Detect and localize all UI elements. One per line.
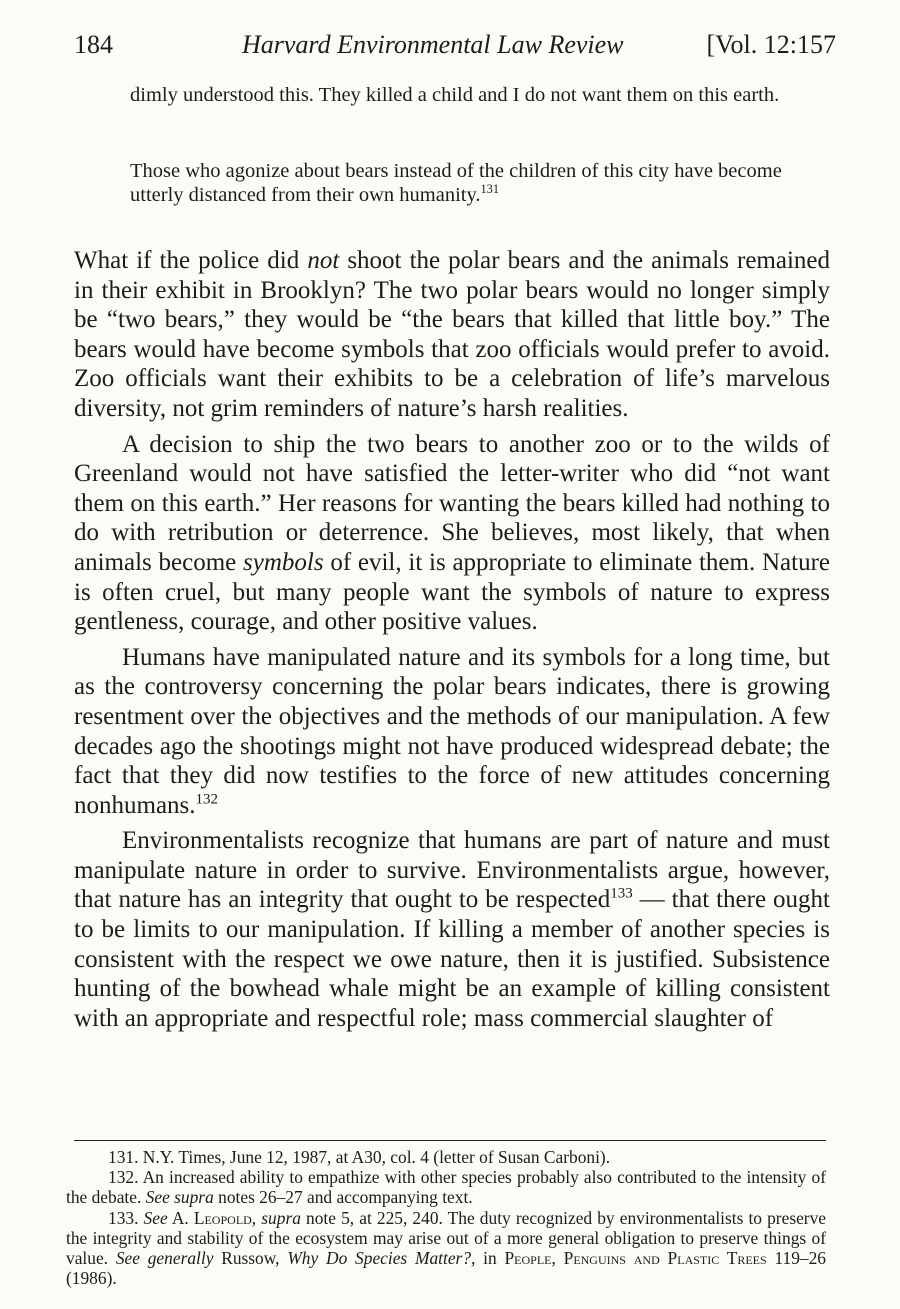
footnote-133-article-title: Why Do Species Matter?, bbox=[287, 1248, 476, 1269]
footnotes bbox=[66, 1147, 826, 1288]
paragraph-1-emphasis: not bbox=[307, 247, 340, 274]
block-quote-text-2 bbox=[130, 160, 790, 207]
footnote-133-book-title: People, Penguins and Plastic Trees bbox=[504, 1248, 767, 1269]
volume-citation: [Vol. 12:157 bbox=[706, 30, 836, 59]
paragraph-2-text-b: of evil, it is appropriate to eliminate them. Nature is often cruel, but many people want the symbols of nature to express gentleness, courage, and other positive values. bbox=[74, 548, 830, 636]
paragraph-2-text-a: A decision to ship the two bears to another zoo or to the wilds of Greenland would not have satisfied the letter-writer who did “not want them on this earth.” Her reasons for wanting the bears killed had nothing to do with retribution or deterrence. She believes, most likely, that when animals become bbox=[74, 430, 830, 576]
paragraph-2 bbox=[74, 430, 830, 637]
footnote-133-russow: Russow, bbox=[213, 1248, 288, 1269]
paragraph-4-text-a: Environmentalists recognize that humans are part of nature and must manipulate nature in order to survive. Environmentalists argue, however, that nature has an integrity that ought to be respected bbox=[74, 827, 830, 914]
footnote-133-signal: See bbox=[143, 1207, 168, 1228]
footnote-131: 131. N.Y. Times, June 12, 1987, at A30, col. 4 (letter of Susan Carboni). bbox=[108, 1147, 611, 1167]
block-quote-text-2-body: Those who agonize about bears instead of the children of this city have become utterly distanced from their own humanity. bbox=[130, 160, 782, 206]
journal-title: Harvard Environmental Law Review bbox=[242, 30, 624, 59]
paragraph-1 bbox=[74, 246, 830, 424]
footnote-133-number: 133. bbox=[108, 1207, 144, 1228]
footnote-133 bbox=[66, 1208, 826, 1289]
running-head bbox=[74, 28, 836, 62]
paragraph-4-text-b: — that there ought to be limits to our manipulation. If killing a member of another species is consistent with the respect we owe nature, then it is justified. Subsistence hunting of the bowhead whale might be an example of killing consistent with an appropriate and respectful role; mass commercial slaughter of bbox=[74, 886, 830, 1032]
footnote-133-author: A. Leopold, bbox=[167, 1207, 262, 1228]
paragraph-4 bbox=[74, 826, 830, 1033]
block-quote-text-1: dimly understood this. They killed a child and I do not want them on this earth. bbox=[130, 84, 780, 106]
paragraph-2-emphasis: symbols bbox=[243, 548, 324, 576]
paragraph-1-text-b: shoot the polar bears and the animals remained in their exhibit in Brooklyn? The two polar bears would no longer simply be “two bears,” they would be “the bears that killed that little boy.” The bears would have become symbols that zoo officials would prefer to avoid. Zoo officials want their exhibits to be a celebration of life’s marvelous diversity, not grim reminders of nature’s harsh realities. bbox=[74, 247, 831, 422]
footnote-ref-131: 131 bbox=[480, 181, 499, 196]
footnote-132 bbox=[66, 1167, 826, 1207]
footnote-132-text-b: notes 26–27 and accompanying text. bbox=[213, 1187, 473, 1208]
footnote-ref-133: 133 bbox=[610, 886, 633, 903]
body-text bbox=[74, 246, 830, 1033]
paragraph-1-text-a: What if the police did bbox=[74, 247, 308, 274]
footnote-ref-132: 132 bbox=[195, 791, 219, 808]
block-quote-paragraph-1 bbox=[130, 84, 790, 108]
footnote-132-text-a: 132. An increased ability to empathize with other species probably also contributed to the intensity of the debate. bbox=[66, 1167, 826, 1208]
paragraph-3 bbox=[74, 643, 830, 821]
footnote-133-in: in bbox=[475, 1248, 505, 1269]
footnote-133-see-generally: See generally bbox=[115, 1248, 214, 1269]
footnote-132-signal: See supra bbox=[145, 1187, 214, 1208]
footnote-133-supra: supra bbox=[261, 1207, 301, 1228]
footnote-133-text-a: note 5, at 225, 240. The duty recognized by environmentalists to preserve the integrity and stability of the ecosystem may arise out of a more general obligation to preserve things of value. bbox=[66, 1207, 827, 1269]
footnote-divider bbox=[74, 1140, 826, 1141]
paragraph-3-text: Humans have manipulated nature and its symbols for a long time, but as the controversy concerning the polar bears indicates, there is growing resentment over the objectives and the methods of our manipulation. A few decades ago the shootings might not have produced widespread debate; the fact that they did now testifies to the force of new attitudes concerning nonhumans. bbox=[74, 643, 830, 819]
block-quote-paragraph-2 bbox=[130, 160, 790, 207]
page-number: 184 bbox=[74, 30, 113, 59]
footnote-133-text-end: 119–26 (1986). bbox=[66, 1248, 827, 1289]
